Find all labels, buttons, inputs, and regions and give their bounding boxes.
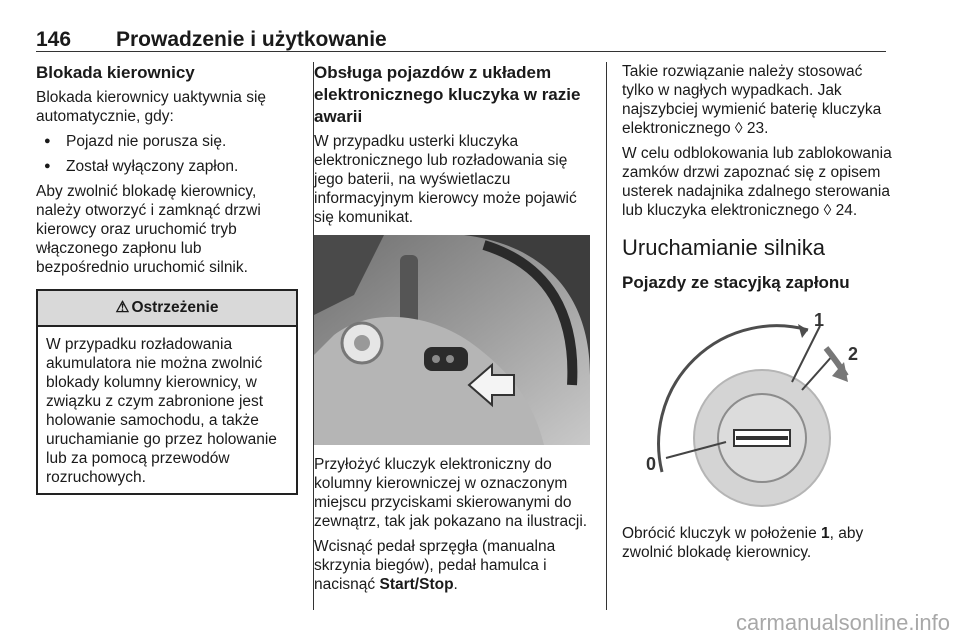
start-stop-label: Start/Stop [379,576,454,593]
warning-text: W przypadku rozładowania akumulatora nie można zwolnić blokady kolumny kierownicy, w związku z czym zabronione jest holowanie samochodu, a także uruchamianie go przez holowanie lub za pomocą przewodów rozruchowych. [46,336,277,486]
ignition-position-1: 1 [814,310,825,330]
subsection-title-ignition: Pojazdy ze stacyjką zapłonu [622,273,850,292]
steering-lock-conditions [36,132,298,176]
column-1 [36,62,298,495]
column-divider-2 [606,62,607,610]
watermark: carmanualsonline.info [735,610,950,635]
battery-replace-text: Takie rozwiązanie należy stosować tylko w nagłych wypadkach. Jak najszybciej wymienić baterię kluczyka elektronicznego ◊ 23. [622,63,882,137]
section-title-engine-start: Uruchamianie silnika [622,235,825,260]
column-2 [314,62,598,600]
emergency-key-text-3: Wcisnąć pedał sprzęgła (manualna skrzynia biegów), pedał hamulca i nacisnąć Start/Stop. [314,538,556,593]
page-reference-icon: ◊ [823,202,832,219]
ignition-position-0: 0 [646,454,657,474]
section-title-emergency-key: Obsługa pojazdów z układem elektronicznego kluczyka w razie awarii [314,63,581,126]
header-divider [36,51,886,52]
page-reference: 24. [835,202,858,219]
list-item: ● Pojazd nie porusza się. [36,132,298,151]
steering-lock-intro: Blokada kierownicy uaktywnia się automatycznie, gdy: [36,89,267,125]
column-3 [622,62,892,568]
warning-body [38,327,296,493]
ignition-instruction: Obrócić kluczyk w położenie 1, aby zwolnić blokadę kierownicy. [622,525,864,561]
ignition-position-2: 2 [848,344,859,364]
warning-icon: ⚠ [115,299,130,316]
ignition-switch-illustration [622,302,886,514]
page-number: 146 [36,28,72,51]
warning-header [38,291,296,327]
steering-column-illustration [314,235,590,445]
emergency-key-text-1: W przypadku usterki kluczyka elektronicznego lub rozładowania się jego baterii, na wyświetlaczu informacyjnym kierowcy może pojawić się komunikat. [314,133,577,226]
list-item: ● Został wyłączony zapłon. [36,157,298,176]
steering-lock-release-text: Aby zwolnić blokadę kierownicy, należy otworzyć i zamknąć drzwi kierowcy oraz uruchomić tryb włączonego zapłonu lub bezpośrednio uruchomić silnik. [36,183,261,276]
chapter-title: Prowadzenie i użytkowanie [116,28,387,51]
warning-title: Ostrzeżenie [131,299,219,316]
emergency-key-text-2: Przyłożyć kluczyk elektroniczny do kolumny kierowniczej w oznaczonym miejscu przyciskami skierowanymi do zewnątrz, tak jak pokazano na ilustracji. [314,456,588,530]
warning-box [36,289,298,495]
door-lock-text: W celu odblokowania lub zablokowania zamków drzwi zapoznać się z opisem usterek nadajnika zdalnego sterowania lub kluczyka elektronicznego ◊ 24. [622,145,892,219]
section-title-steering-lock: Blokada kierownicy [36,63,195,82]
position-label: 1 [821,525,830,542]
page-reference: 23. [746,120,769,137]
page-reference-icon: ◊ [734,120,743,137]
page-header [36,28,924,52]
